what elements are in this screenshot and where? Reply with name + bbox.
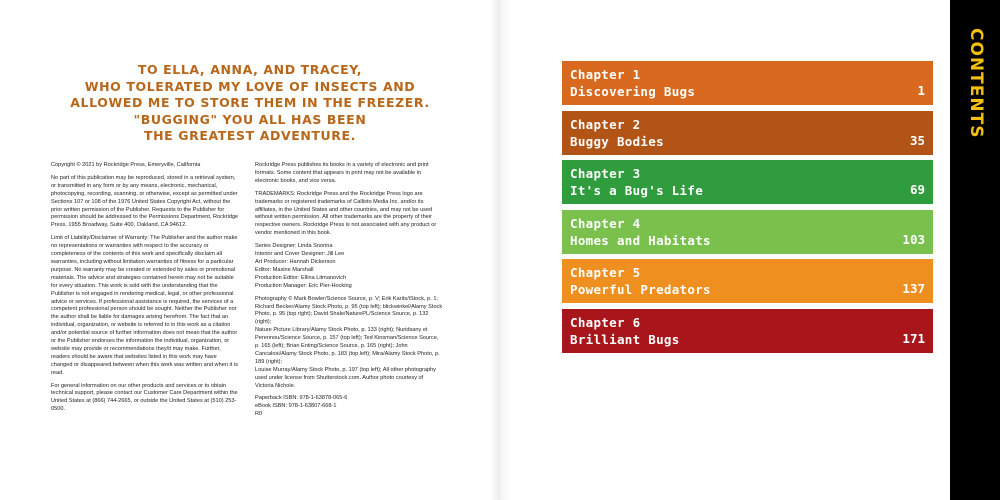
- chapter-entry-1[interactable]: [562, 61, 933, 105]
- chapter-title: It's a Bug's Life: [570, 183, 704, 199]
- dedication-line: WHO TOLERATED MY LOVE OF INSECTS AND: [84, 78, 416, 94]
- chapter-page-number: 137: [902, 281, 925, 297]
- chapter-number: Chapter 3: [570, 166, 641, 182]
- contents-page: [510, 0, 1000, 500]
- contents-heading-text: CONTENTS: [966, 28, 986, 139]
- dedication-line: THE GREATEST ADVENTURE.: [143, 128, 357, 143]
- dedication-line: ALLOWED ME TO STORE THEM IN THE FREEZER.: [70, 95, 430, 110]
- chapter-number: Chapter 4: [570, 215, 641, 231]
- chapter-page-number: 69: [909, 182, 925, 198]
- chapter-number: Chapter 1: [570, 67, 641, 82]
- dedication-line: TO ELLA, ANNA, AND TRACEY,: [137, 62, 363, 77]
- reproduction-notice: No part of this publication may be reproduced, stored in a retrieval system, or transmitted in any form or by any means, electronic, mechanical, photocopying, recording, scanning, or otherwise, except as permitted under Sections 107 or 108 of the 1976 United States Copyright Act, without the prior written permission of the Publisher. Requests to the Publisher for permission should be addressed to the Permissions Department, Rockridge Press, 1955 Broadway, Suite 400, Oakland, CA 94612.: [51, 174, 239, 229]
- table-of-contents: [562, 61, 933, 359]
- photo-credits: Photography © Mark Bowler/Science Source, p. V; Erik Karits/iStock, p. 1; Richard Becker/Alamy Stock Photo, p. 95 (top left); blickwinkel/Alamy Stock Photo, p. 95 (top right); David Shale/NaturePL/Science Source, p. 132 (right); Nature Picture Library/Alamy Stock Photo, p. 133 (right); Nuridsany et Perennou/Science Source, p. 157 (top left); Ted Kinsman/Science Source, p. 165 (left); Brian Enting/Science Source, p. 165 (right); John Cancalosi/Alamy Stock Photo, p. 183 (top left); Mira/Alamy Stock Photo, p. 189 (right); Louise Murray/Alamy Stock Photo, p. 197 (top left); All other photography used under license from Shutterstock.com. Author photo courtesy of Victoria Nichole.: [255, 295, 443, 389]
- trademarks-notice: TRADEMARKS: Rockridge Press and the Rockridge Press logo are trademarks or registered trademarks of Callisto Media Inc. and/or its affiliates, in the United States and other countries, and may not be used without written permission. All other trademarks are the property of their respective owners. Rockridge Press is not associated with any product or vendor mentioned in this book.: [255, 190, 437, 237]
- copyright-column-left: [51, 162, 239, 419]
- chapter-title: Homes and Habitats: [570, 232, 711, 248]
- copyright-page: [0, 0, 490, 500]
- chapter-title: Brilliant Bugs: [570, 331, 680, 347]
- chapter-number: Chapter 2: [570, 116, 641, 132]
- chapter-entry-5[interactable]: [562, 259, 933, 303]
- chapter-number: Chapter 5: [570, 265, 641, 281]
- chapter-page-number: 103: [902, 231, 925, 247]
- book-gutter: [490, 0, 510, 500]
- credits-list: Series Designer: Linda Snorina Interior and Cover Designer: Jill Lee Art Producer: Hannah Dickerson Editor: Maxine Marshall Production Editor: Ellina Litmanovich Production Manager: Eric Pier-Hocking: [255, 243, 352, 289]
- dedication-line: "BUGGING" YOU ALL HAS BEEN: [133, 111, 367, 127]
- chapter-entry-4[interactable]: [562, 210, 933, 254]
- chapter-page-number: 1: [917, 83, 925, 98]
- chapter-page-number: 35: [909, 132, 925, 148]
- contents-side-bar: [950, 0, 1000, 500]
- chapter-entry-2[interactable]: [562, 111, 933, 155]
- formats-notice: Rockridge Press publishes its books in a variety of electronic and print formats. Some content that appears in print may not be available in electronic books, and vice versa.: [255, 162, 429, 184]
- copyright-column-right: [255, 162, 443, 424]
- contents-heading: [958, 28, 992, 138]
- chapter-title: Discovering Bugs: [570, 84, 696, 99]
- dedication: [40, 62, 460, 145]
- chapter-page-number: 171: [902, 330, 925, 346]
- copyright-notice: Copyright © 2021 by Rockridge Press, Emeryville, California: [51, 162, 201, 168]
- chapter-title: Powerful Predators: [570, 282, 711, 298]
- customer-care-info: For general information on our other products and services or to obtain technical support, please contact our Customer Care Department within the United States at (866) 744-2665, or outside the United States at (510) 253-0500.: [51, 382, 238, 413]
- liability-disclaimer: Limit of Liability/Disclaimer of Warranty: The Publisher and the author make no representations or warranties with respect to the accuracy or completeness of the contents of this work and specifically disclaim all warranties, including without limitation warranties of fitness for a particular purpose. No warranty may be created or extended by sales or promotional materials. The advice and strategies contained herein may not be suitable for every situation. This work is sold with the understanding that the Publisher is not engaged in rendering medical, legal, or other professional advice or services. If professional assistance is required, the services of a competent professional person should be sought. Neither the Publisher nor the author shall be liable for damages arising herefrom. The fact that an individual, organization, or website is referred to in this work as a citation and/or potential source of further information does not mean that the author or the Publisher endorses the information the individual, organization, or website may provide or recommendations they/it may make. Further, readers should be aware that websites listed in this work may have changed or disappeared between when this work was written and when it is read.: [51, 235, 238, 376]
- chapter-number: Chapter 6: [570, 314, 641, 330]
- chapter-entry-3[interactable]: [562, 160, 933, 204]
- chapter-title: Buggy Bodies: [570, 133, 664, 149]
- isbn-info: Paperback ISBN: 978-1-63878-065-6 eBook ISBN: 978-1-63807-668-1 R0: [255, 395, 348, 418]
- chapter-entry-6[interactable]: [562, 309, 933, 353]
